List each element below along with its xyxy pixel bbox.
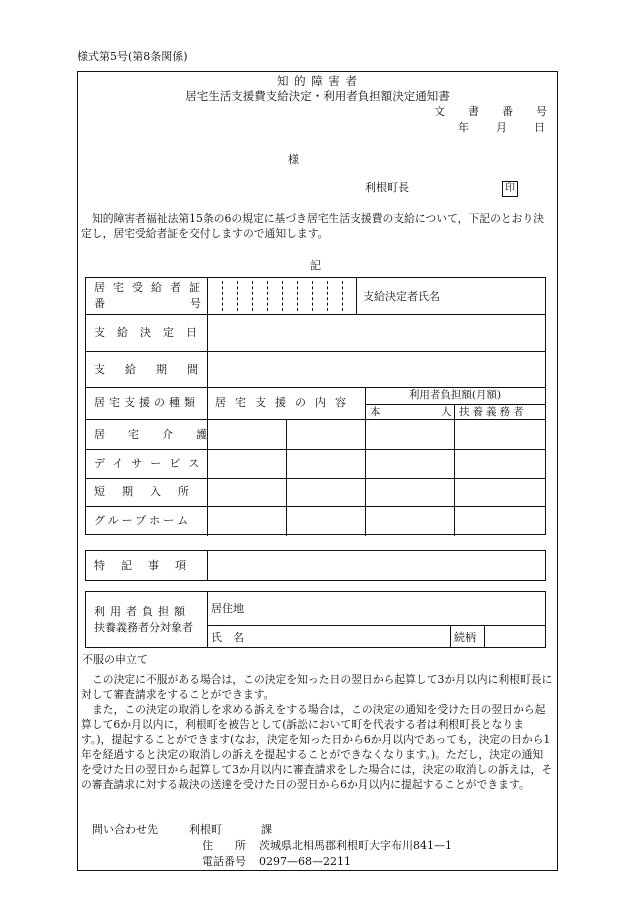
cert-number-label-2b: 号: [190, 297, 201, 310]
doc-number: 文 書 番 号: [434, 105, 553, 118]
contact-dept-suffix: 課: [261, 823, 272, 836]
burden-target-label-2: 扶養義務者分対象者: [94, 621, 193, 634]
notes-label: 特記事項: [94, 559, 202, 572]
issuer: 利根町長: [365, 181, 409, 194]
seal-mark: 印: [502, 181, 518, 197]
title-line-2: 居宅生活支援費支給決定・利用者負担額決定通知書: [185, 89, 450, 103]
contact-phone-label: 電話番号: [202, 855, 246, 868]
support-label: 扶養義務者: [459, 406, 527, 418]
ki-label: 記: [310, 259, 321, 272]
contact-address: 茨城県北相馬郡利根町大字布川841—1: [259, 839, 452, 852]
burden-target-label-1: 利用者負担額: [94, 605, 190, 618]
notice-frame: [77, 71, 558, 871]
relation-label: 続柄: [454, 631, 476, 644]
appeal-paragraph-2: また，この決定の取消しを求める訴えをする場合は，この決定の通知を受けた日の翌日から起算して6か月以内に，利根町を被告として(訴訟において町を代表する者は利根町長となります。)，提起することができます(なお，決定を知った日から6か月以内であっても，決定の日から1年を経過すると決定の取消しの訴えを提起することができなくなります。)。ただし，決定の通知を受けた日の翌日から起算して3か月以内に審査請求をした場合には，決定の取消しの訴えは，その審査請求に対する裁決の送達を受けた日の翌日から6か月以内に提起することができます。: [81, 703, 553, 791]
service-day-service: デイサービス: [94, 457, 208, 470]
decision-date-label: 支給決定日: [94, 326, 209, 339]
self-label-a: 本: [370, 406, 381, 418]
form-label: 様式第5号(第8条関係): [77, 50, 188, 63]
self-label-b: 人: [441, 406, 452, 418]
service-home-care: 居宅介護: [94, 428, 230, 441]
name-label: 氏 名: [211, 631, 244, 644]
service-short-stay: 短期入所: [94, 485, 206, 498]
service-group-home: グループホーム: [94, 514, 192, 527]
burden-label: 利用者負担額(月額): [408, 389, 502, 401]
content-label: 居宅支援の内容: [215, 396, 355, 409]
period-label: 支給期間: [94, 363, 218, 376]
contact-address-label: 住 所: [202, 839, 246, 852]
decision-name-label: 支給決定者氏名: [363, 290, 440, 303]
intro-text: 知的障害者福祉法第15条の6の規定に基づき居宅生活支援費の支給について，下記のとおり決定し，居宅受給者証を交付しますので通知します。: [81, 212, 545, 240]
cert-number-label-1: 居宅受給者証: [94, 281, 208, 294]
title-line-1: 知 的 障 害 者: [276, 74, 359, 88]
contact-label: 問い合わせ先: [92, 823, 158, 836]
issue-date: 年 月 日: [458, 121, 553, 134]
recipient-suffix: 様: [288, 153, 299, 166]
cert-number-label-2a: 番: [94, 297, 105, 310]
notes-box: [85, 550, 546, 581]
burden-target-box: [85, 591, 546, 648]
appeal-heading: 不服の申立て: [82, 653, 148, 666]
residence-label: 居住地: [211, 602, 244, 615]
main-table: [85, 277, 546, 535]
service-type-label: 居宅支援の種類: [94, 396, 199, 409]
appeal-paragraph-1: この決定に不服がある場合は，この決定を知った日の翌日から起算して3か月以内に利根町長に対して審査請求をすることができます。: [81, 673, 553, 701]
contact-phone: 0297—68—2211: [259, 855, 351, 868]
contact-dept-prefix: 利根町: [189, 823, 222, 836]
